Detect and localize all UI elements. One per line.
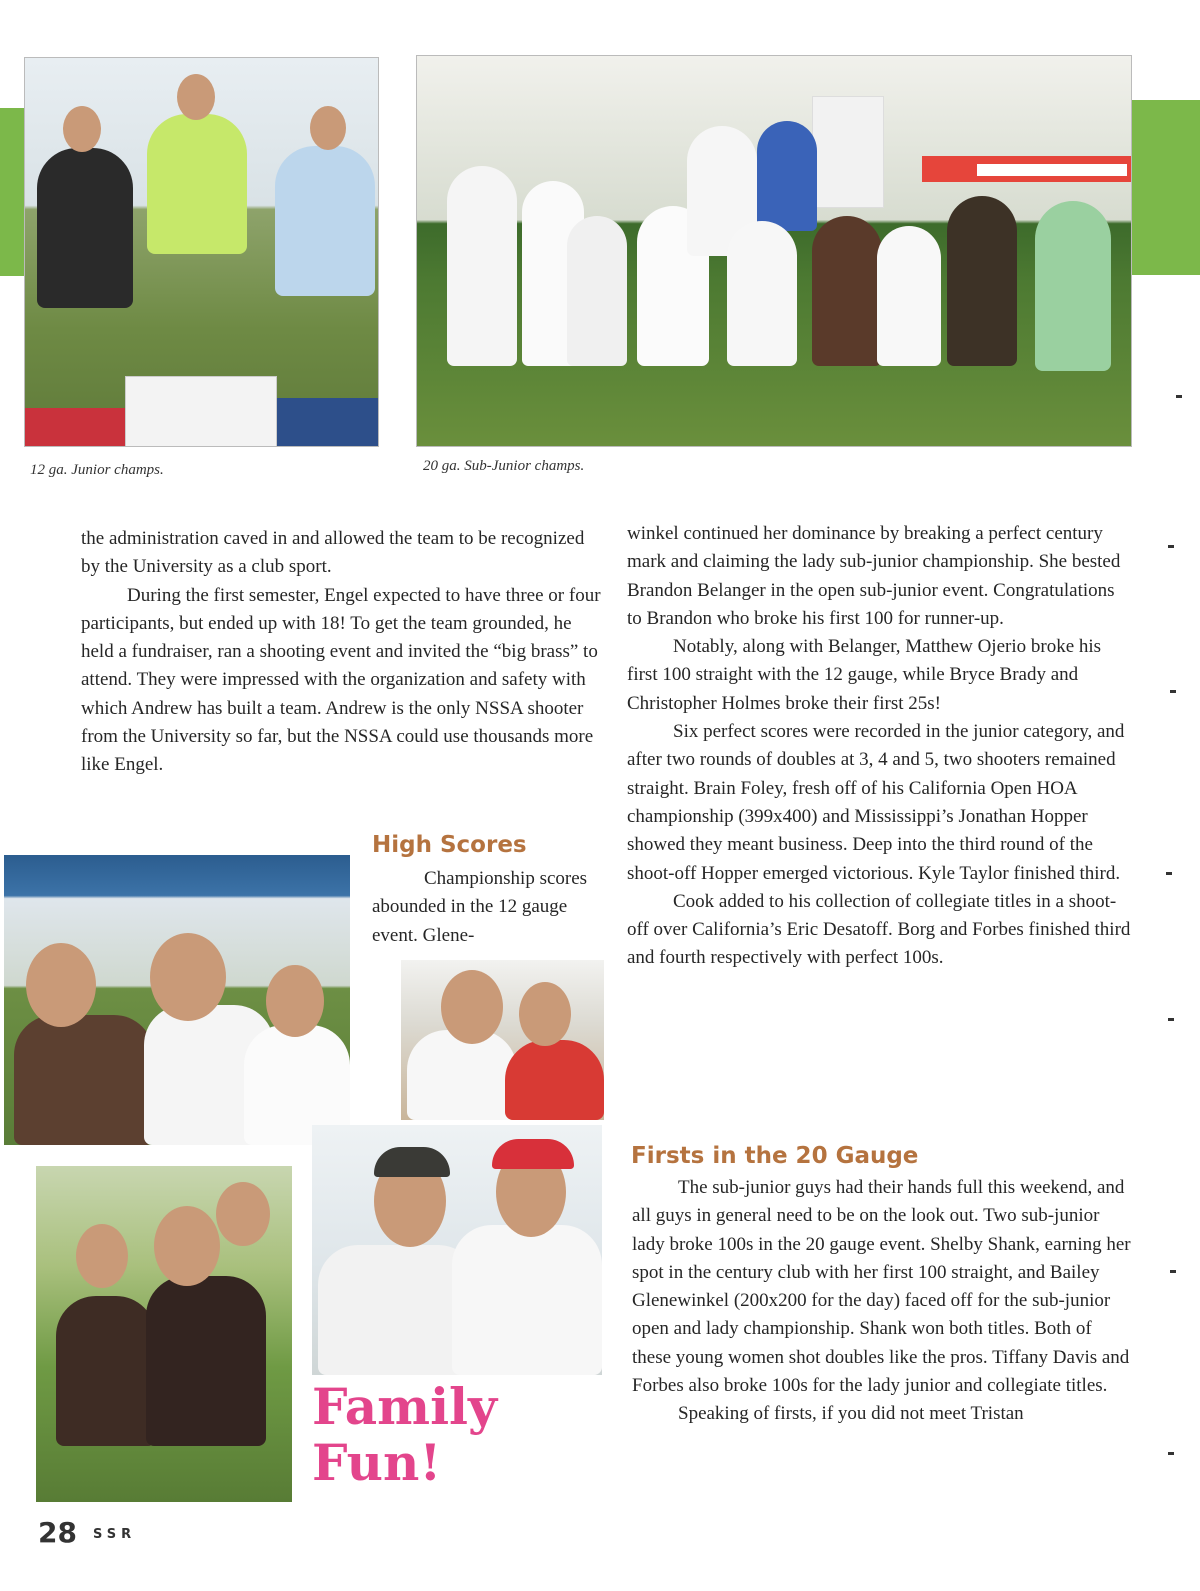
- edge-mark: [1170, 690, 1176, 693]
- caption-20ga-subjunior-champs: 20 ga. Sub-Junior champs.: [423, 458, 585, 474]
- family-fun-line-2: Fun!: [312, 1433, 442, 1492]
- right-column-text: [627, 520, 1132, 973]
- edge-mark: [1166, 872, 1172, 875]
- paragraph: Notably, along with Belanger, Matthew Ojerio broke his first 100 straight with the 12 gauge, while Bryce Brady and Christopher Holmes broke their first 25s!: [627, 636, 1102, 714]
- edge-mark: [1168, 1018, 1174, 1021]
- paragraph: During the first semester, Engel expected to have three or four participants, but ended up with 18! To get the team grounded, he held a fundraiser, ran a shooting event and invited the “big brass” to attend. They were impressed with the organization and safety with which Andrew has built a team. Andrew is the only NSSA shooter from the University so far, but the NSSA could use thousands more like Engel.: [81, 584, 601, 776]
- edge-mark: [1168, 1452, 1174, 1455]
- high-scores-text: [372, 865, 597, 950]
- family-fun-line-1: Family: [312, 1377, 498, 1436]
- photo-12ga-junior-champs: [24, 57, 379, 447]
- photo-men-caps: [312, 1125, 602, 1375]
- edge-mark: [1170, 1270, 1176, 1273]
- page-number: 28: [38, 1516, 77, 1549]
- caption-12ga-junior-champs: 12 ga. Junior champs.: [30, 462, 164, 478]
- paragraph: Cook added to his collection of collegiate titles in a shoot-off over California’s Eric Desatoff. Borg and Forbes finished third and fourth respectively with perfect 100s.: [627, 890, 1131, 969]
- photo-two-men: [401, 960, 604, 1120]
- left-column-text: [81, 525, 601, 780]
- photo-20ga-subjunior-champs: [416, 55, 1132, 447]
- green-accent-band-right: [1130, 100, 1200, 275]
- photo-women-grass: [36, 1166, 292, 1502]
- paragraph: winkel continued her dominance by breaking a perfect century mark and claiming the lady sub-junior championship. She bested Brandon Belanger in the open sub-junior event. Congratulations to Brandon who broke his first 100 for runner-up.: [627, 523, 1121, 629]
- edge-mark: [1176, 395, 1182, 398]
- edge-mark: [1168, 545, 1174, 548]
- paragraph: the administration caved in and allowed the team to be recognized by the University as a club sport.: [81, 528, 585, 578]
- family-fun-title: [312, 1379, 497, 1491]
- firsts-text: [632, 1174, 1132, 1429]
- paragraph: Speaking of firsts, if you did not meet Tristan: [678, 1403, 1024, 1425]
- paragraph: The sub-junior guys had their hands full this weekend, and all guys in general need to be on the look out. Two sub-junior lady broke 100s in the 20 gauge event. Shelby Shank, earning her spot in the century club with her first 100 straight, and Bailey Glenewinkel (200x200 for the day) faced off for the sub-junior open and lady championship. Shank won both titles. Both of these young women shot doubles like the pros. Tiffany Davis and Forbes also broke 100s for the lady junior and collegiate titles.: [632, 1177, 1131, 1397]
- photo-family-tent: [4, 855, 350, 1145]
- magazine-name: SSR: [93, 1527, 137, 1542]
- heading-firsts-20-gauge: Firsts in the 20 Gauge: [631, 1143, 919, 1169]
- paragraph: Championship scores abounded in the 12 gauge event. Glene-: [372, 868, 588, 946]
- paragraph: Six perfect scores were recorded in the junior category, and after two rounds of doubles at 3, 4 and 5, two shooters remained straight. Brain Foley, fresh off of his California Open HOA championship (399x400) and Mississippi’s Jonathan Hopper showed they meant business. Deep into the third round of the shoot-off Hopper emerged victorious. Kyle Taylor finished third.: [627, 721, 1125, 884]
- heading-high-scores: High Scores: [372, 832, 527, 858]
